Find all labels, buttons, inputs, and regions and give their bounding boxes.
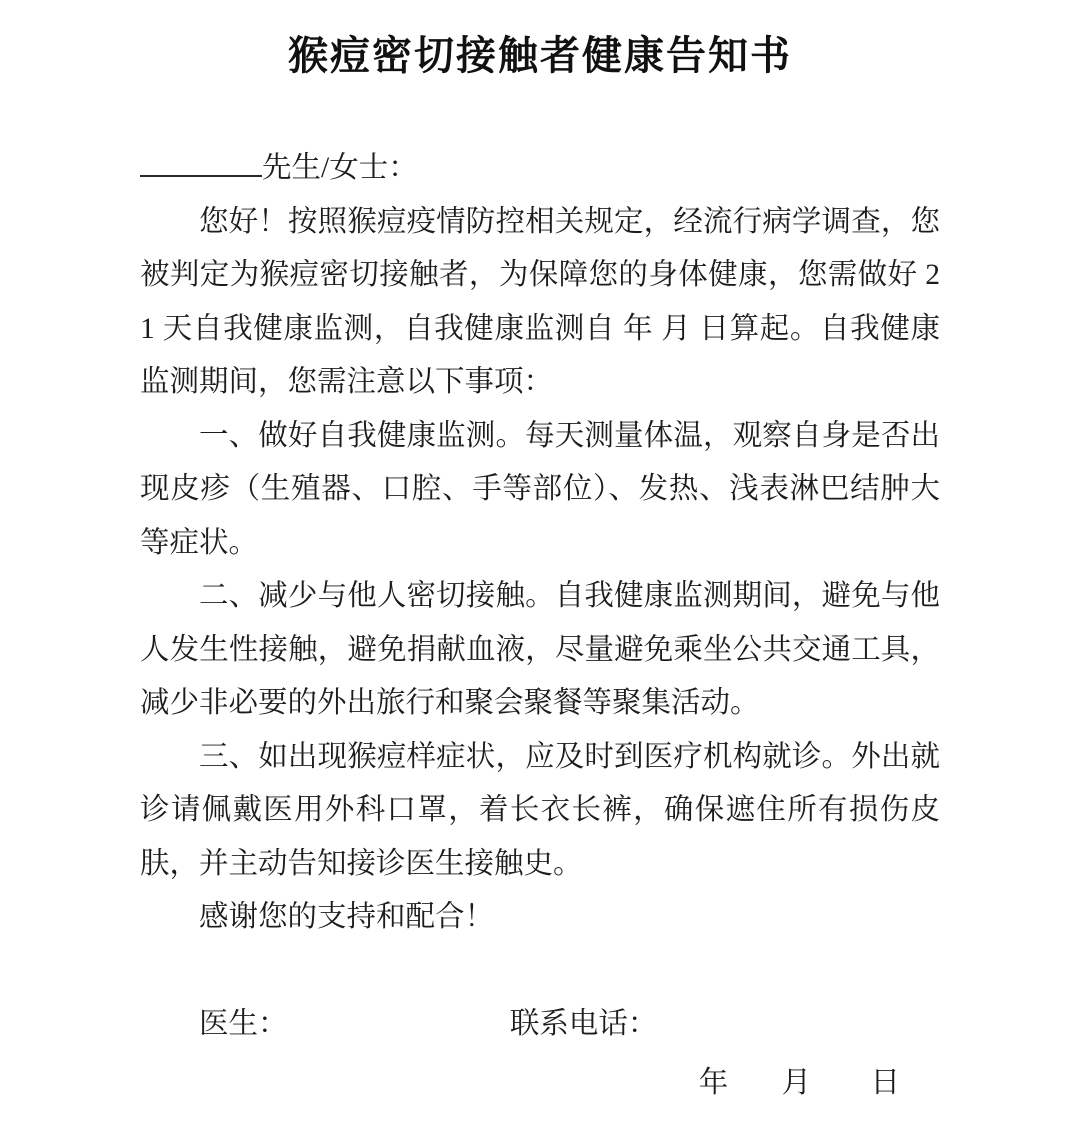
date-day-label: 日	[870, 1067, 900, 1099]
paragraph-item-1: 一、做好自我健康监测。每天测量体温，观察自身是否出现皮疹（生殖器、口腔、手等部位）、发热、浅表淋巴结肿大等症状。	[140, 419, 940, 559]
paragraph-intro: 您好！按照猴痘疫情防控相关规定，经流行病学调查，您被判定为猴痘密切接触者，为保障您的身体健康，您需做好 21 天自我健康监测，自我健康监测自 年 月 日算起。自我健康监测期间，您需注意以下事项：	[140, 205, 940, 398]
date-row	[140, 1057, 940, 1111]
name-blank-line	[140, 163, 262, 177]
date-year-label: 年	[698, 1067, 729, 1099]
salutation-label: 先生/女士：	[262, 152, 418, 184]
paragraph-item-2: 二、减少与他人密切接触。自我健康监测期间，避免与他人发生性接触，避免捐献血液，尽量避免乘坐公共交通工具，减少非必要的外出旅行和聚会聚餐等聚集活动。	[140, 580, 940, 719]
document-title: 猴痘密切接触者健康告知书	[288, 33, 792, 78]
phone-label: 联系电话：	[509, 1007, 658, 1040]
salutation-line	[140, 142, 940, 196]
signature-row	[140, 998, 940, 1052]
date-month-label: 月	[781, 1067, 812, 1099]
paragraph-item-3: 三、如出现猴痘样症状，应及时到医疗机构就诊。外出就诊请佩戴医用外科口罩，着长衣长裤，确保遮住所有损伤皮肤，并主动告知接诊医生接触史。	[140, 740, 940, 880]
doctor-label: 医生：	[199, 1007, 288, 1040]
paragraph-thanks: 感谢您的支持和配合！	[199, 901, 495, 933]
